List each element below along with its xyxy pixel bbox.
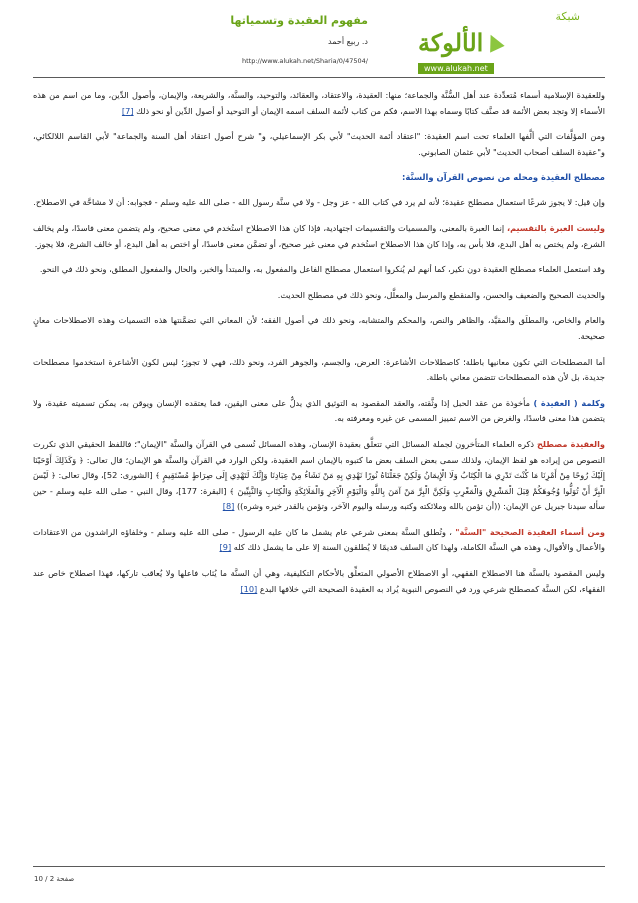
paragraph-text: وللعقيدة الإسلامية أسماء مُتعدِّدة عند أهل السُّنَّة والجماعة؛ منها: العقيدة، والاعتقاد، والعقائد، والتوحيد، والسنَّة، والشريعة، والإيمان، وأصول الدِّين، وما من اسم من هذه الأسماء إلا وتجد بعض الأئمة قد صنَّف كتابًا وسماه بهذا الاسم، فكم من كتاب لأئمة السلف اسمه الإيمان أو التوحيد أو أصول الدِّين أو نحو ذلك [33, 90, 605, 116]
paragraph [33, 221, 605, 252]
paragraph-text: والحديث الصحيح والضعيف والحسن، والمنقطع والمرسل والمعلَّل، ونحو ذلك في مصطلح الحديث. [277, 289, 605, 300]
paragraph [33, 288, 605, 304]
paragraph [33, 88, 605, 119]
document-author: د. ربيع أحمد [328, 37, 368, 46]
article-body [33, 88, 605, 607]
paragraph-text: وإن قيل: لا يجوز شرعًا استعمال مصطلح عقيدة؛ لأنه لم يرد في كتاب الله - عز وجل - ولا في سنَّة رسول الله - صلى الله عليه وسلم - فجوابه: أن لا مشاحَّة في الاصطلاح. [33, 197, 605, 208]
footnote-link[interactable]: [10] [240, 583, 258, 594]
paragraph-text: ، وتُطلق السنَّة بمعنى شرعي عام يشمل ما كان عليه الرسول - صلى الله عليه وسلم - وخلفاؤه الراشدون من الاعتقادات والأعمال والأقوال، وهذه هي السنَّة الكاملة، ولهذا كان السلف قديمًا لا يُطلقون السنة إلا على ما يشمل ذلك كله [33, 526, 605, 553]
leaf-icon [484, 31, 505, 52]
paragraph-text: ذكره العلماء المتأخرون لجملة المسائل التي تتعلَّق بعقيدة الإنسان، وهذه المسائل تُسمى في القرآن والسنَّة "الإيمان"؛ فاللفظ الحقيقي الذي تكررت النصوص من إيراده هو لفظ الإيمان، ولذلك سمى بعض السلف بعض ما كتبوه بالإيمان اسم العقيدة، ولكن الوارد في القرآن والسنَّة هو الإيمان؛ قال تعالى: ﴿ وَكَذَلِكَ أَوْحَيْنَا إِلَيْكَ رُوحًا مِنْ أَمْرِنَا مَا كُنْتَ تَدْرِي مَا الْكِتَابُ وَلَا الْإِيمَانُ وَلَكِنْ جَعَلْنَاهُ نُورًا نَهْدِي بِهِ مَنْ نَشَاءُ مِنْ عِبَادِنَا وَإِنَّكَ لَتَهْدِي إِلَى صِرَاطٍ مُسْتَقِيمٍ ﴾ [الشورى: 52]، وقال تعالى: ﴿ لَيْسَ الْبِرَّ أَنْ تُوَلُّوا وُجُوهَكُمْ قِبَلَ الْمَشْرِقِ وَالْمَغْرِبِ وَلَكِنَّ الْبِرَّ مَنْ آمَنَ بِاللَّهِ وَالْيَوْمِ الْآخِرِ وَالْمَلَائِكَةِ وَالْكِتَابِ وَالنَّبِيِّينَ ﴾ [البقرة: 177]، وقال النبي - صلى الله عليه وسلم - حين سأله سيدنا جبريل عن الإيمان: ((أن تؤمن بالله وملائكته وكتبه ورسله واليوم الآخر، وتؤمن بالقدر خيره وشره)) [33, 438, 606, 512]
document-title: مفهوم العقيدة وتسمياتها [230, 14, 368, 27]
brand-logo[interactable] [418, 27, 580, 57]
footnote-link[interactable]: [8] [222, 501, 235, 512]
paragraph-text: إنما العبرة بالمعنى، والمسميات والتقسيمات اجتهادية، فإذا كان هذا الاصطلاح استُخدم في معنى صحيح، ولم يتضمن معنى فاسدًا، ولم يخالف الشرع، ولم يختص به أهل البدع، فلا بأس به، وإذا كان هذا الاصطلاح استُخدم في معنى غير صحيح، أو تضمَّن معنى فاسدًا، أو اختص به أهل البدع، أو خالف الشرع، فلا يجوز. [33, 222, 605, 249]
paragraph [33, 525, 605, 556]
page-number: صفحة 2 / 10 [34, 875, 75, 883]
footer-divider [33, 866, 605, 867]
doc-title-block [118, 14, 368, 65]
paragraph-lead: ومن أسماء العقيدة الصحيحة "السنَّة" [455, 526, 605, 537]
paragraph-text: وقد استعمل العلماء مصطلح العقيدة دون نكير، كما أنهم لم يُنكروا استعمال مصطلح الفاعل والمفعول به، والمبتدأ والخبر، والحال والمفعول المطلق، ونحو ذلك في النحو. [39, 264, 605, 275]
paragraph [33, 313, 605, 344]
document-link[interactable]: http://www.alukah.net/Sharia/0/47504/ [242, 57, 368, 65]
paragraph-lead: وليست العبرة بالتقسيم، [507, 222, 605, 233]
paragraph-lead: وكلمة ( العقيدة ) [533, 397, 605, 408]
header-divider [33, 77, 605, 78]
brand-url[interactable]: www.alukah.net [418, 63, 494, 74]
brand-logo-text: الألوكة [418, 27, 484, 57]
paragraph [33, 396, 605, 427]
footnote-link[interactable]: [7] [121, 105, 134, 116]
paragraph-text: مأخوذة من عقد الحبل إذا وثَّقته، والعقد المقصود به التوثيق الذي يدلُّ على معنى اليقين، فما يعتقده الإنسان ويوقن به، يمكن تسميته عقيدة، ولا يتضمن هذا معنى فاسدًا، والغرض من الاسم تمييز المسمى عن غيره ومعرفته به. [33, 397, 605, 424]
brand-name: شبكة [555, 10, 580, 23]
page-header [0, 0, 638, 78]
paragraph [33, 195, 605, 211]
footnote-link[interactable]: [9] [219, 542, 232, 553]
paragraph-text: والعام والخاص، والمطلَق والمقيَّد، والظاهر والنص، والمحكم والمتشابه، ونحو ذلك في أصول الفقه؛ لأن المعاني التي تضمَّنتها هذه التسميات وهذه الاصطلاحات معانٍ صحيحة. [33, 315, 605, 341]
paragraph [33, 437, 605, 515]
paragraph [33, 262, 605, 278]
paragraph-text: ومن المؤلَّفات التي ألَّفها العلماء تحت اسم العقيدة: "اعتقاد أئمة الحديث" لأبي بكر الإسماعيلي، و" شرح أصول اعتقاد أهل السنة والجماعة" لأبي القاسم اللالكائي، و"عقيدة السلف أصحاب الحديث" لأبي عثمان الصابوني. [33, 131, 605, 157]
paragraph [33, 566, 605, 597]
section-heading: مصطلح العقيدة ومحله من نصوص القرآن والسنَّة: [402, 172, 605, 183]
brand-block [418, 10, 580, 74]
paragraph-text: أما المصطلحات التي تكون معانيها باطلة؛ كاصطلاحات الأشاعرة: العرض، والجسم، والجوهر الفرد، ونحو ذلك، فهي لا تجوز؛ ليس لكون الأشاعرة استخدموا مصطلحات جديدة، بل لأن هذه المصطلحات تتضمن معاني باطلة. [33, 356, 605, 383]
paragraph [33, 355, 605, 386]
paragraph-text: وليس المقصود بالسنَّة هنا الاصطلاح الفقهي، أو الاصطلاح الأصولي المتعلِّق بالأحكام التكليفية، وهي أن السنَّة ما يُثاب فاعلها ولا يُعاقب تاركها، فهذا اصطلاح خاص عند الفقهاء، لكن السنَّة كمصطلح شرعي ورد في النصوص النبوية يُراد به العقيدة الصحيحة التي خلافها البدع [33, 568, 605, 594]
paragraph-lead: والعقيدة مصطلح [537, 438, 605, 449]
paragraph [33, 129, 605, 160]
